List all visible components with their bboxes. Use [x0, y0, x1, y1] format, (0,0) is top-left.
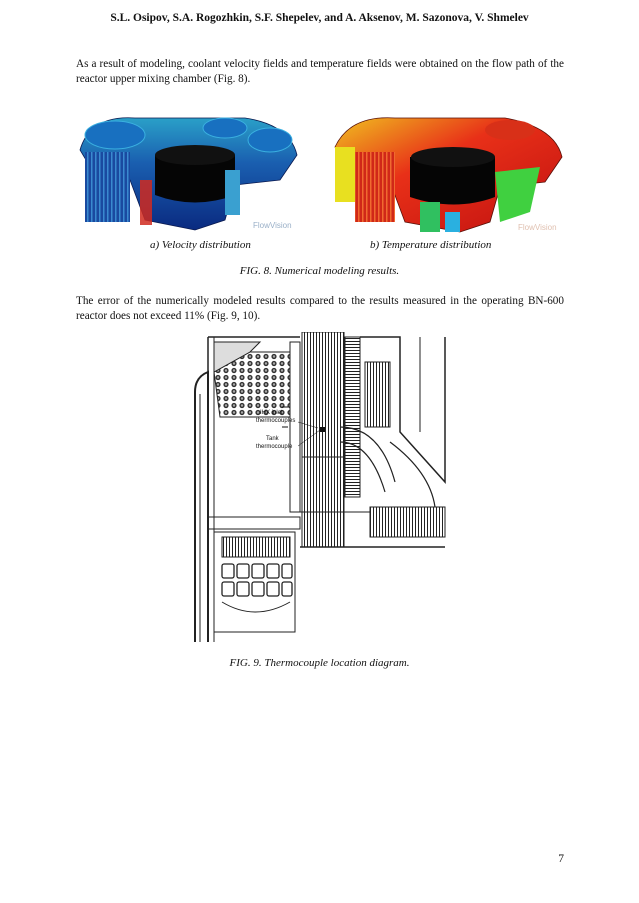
- running-header: S.L. Osipov, S.A. Rogozhkin, S.F. Shepelev, and A. Aksenov, M. Sazonova, V. Shmelev: [110, 12, 529, 24]
- velocity-distribution-image: [75, 110, 300, 235]
- flowvision-watermark-2: FlowVision: [518, 223, 557, 232]
- tank-label: Tank: [266, 436, 279, 442]
- figure8-caption-b: b) Temperature distribution: [370, 239, 492, 251]
- figure8-caption-a: a) Velocity distribution: [150, 239, 251, 251]
- figure9-caption: FIG. 9. Thermocouple location diagram.: [229, 657, 410, 669]
- flowvision-watermark: FlowVision: [253, 221, 292, 230]
- tank-thermocouple-label: thermocouple: [256, 444, 293, 450]
- page-number: 7: [558, 853, 564, 865]
- thermocouple-marker: [320, 427, 325, 432]
- paragraph-2: The error of the numerically modeled results compared to the results measured in the operating BN-600 reactor does not exceed 11% (Fig. 9, 10).: [76, 295, 564, 322]
- paragraph-1: As a result of modeling, coolant velocity fields and temperature fields were obtained on the flow path of the reactor upper mixing chamber (Fig. 8).: [76, 58, 564, 85]
- ihx-inlet-label: IHX inlet: [260, 410, 283, 416]
- figure8-caption: FIG. 8. Numerical modeling results.: [239, 265, 400, 277]
- thermocouple-diagram: [190, 332, 450, 642]
- ihx-thermocouples-label: thermocouples: [256, 418, 296, 424]
- temperature-distribution-image: [330, 112, 565, 237]
